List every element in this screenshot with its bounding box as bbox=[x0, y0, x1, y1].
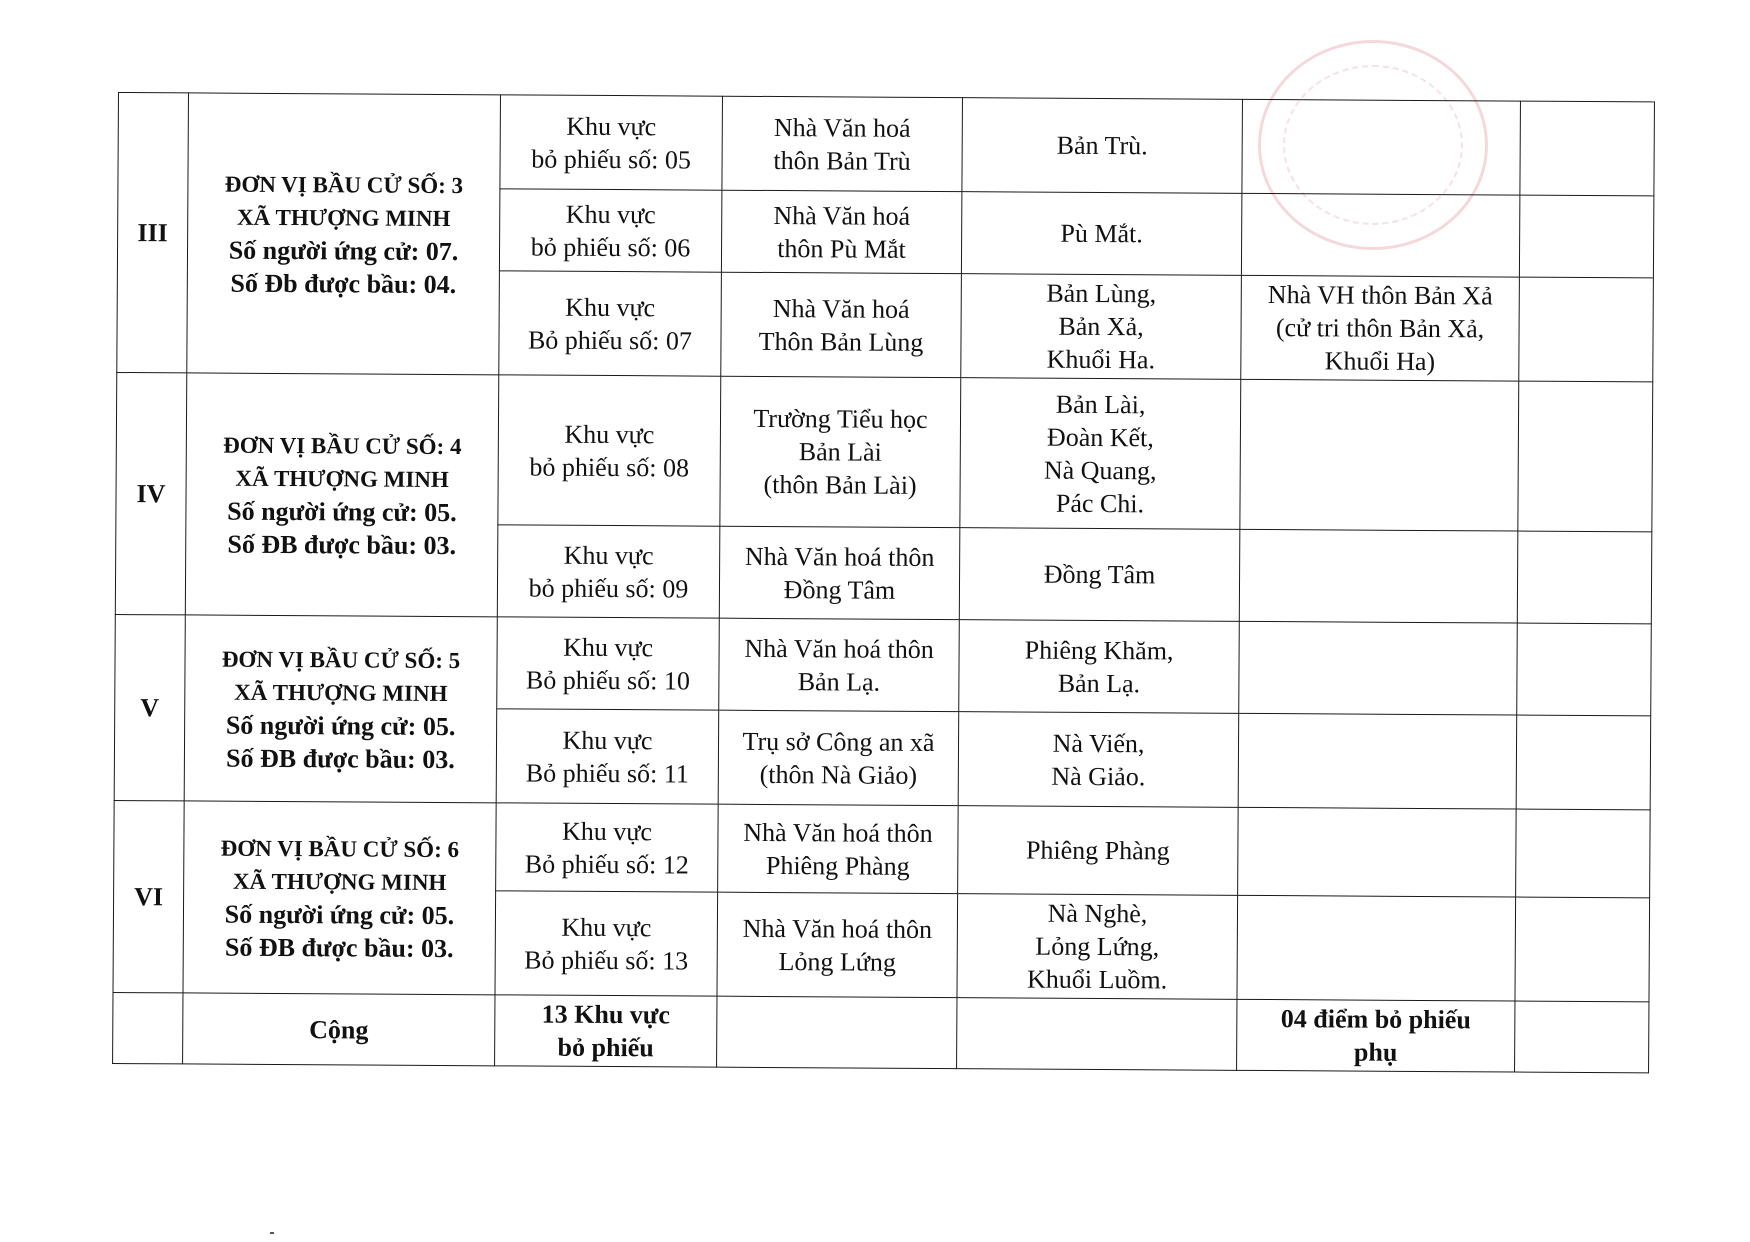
group-number: VI bbox=[113, 800, 184, 992]
sub-polling-point bbox=[1240, 379, 1519, 531]
polling-area-number-line: Khu vực bbox=[565, 292, 656, 322]
electoral-unit-info bbox=[185, 373, 498, 617]
polling-area-number bbox=[499, 271, 722, 376]
total-label: Cộng bbox=[183, 993, 495, 1066]
polling-area-number bbox=[496, 803, 719, 892]
villages-list bbox=[960, 378, 1241, 530]
polling-area-number-line: Bỏ phiếu số: 13 bbox=[524, 944, 689, 975]
villages-list bbox=[961, 192, 1241, 276]
villages-list bbox=[959, 528, 1240, 622]
group-number: V bbox=[114, 614, 185, 800]
sub-polling-point bbox=[1242, 99, 1521, 195]
polling-location bbox=[721, 272, 962, 377]
polling-area-number bbox=[497, 525, 720, 618]
unit-name: ĐƠN VỊ BẦU CỬ SỐ: 5 bbox=[221, 646, 461, 673]
villages-list bbox=[958, 712, 1239, 808]
notes-cell bbox=[1517, 531, 1652, 624]
villages-list-line: Bản Lài, bbox=[1055, 389, 1146, 419]
polling-location bbox=[718, 804, 959, 893]
notes-cell bbox=[1519, 277, 1654, 382]
polling-area-number-line: Khu vực bbox=[561, 912, 652, 942]
villages-list bbox=[962, 98, 1243, 194]
notes-cell bbox=[1519, 195, 1653, 278]
notes-cell bbox=[1517, 623, 1652, 716]
electoral-unit-info bbox=[187, 93, 501, 375]
polling-area-number-line: Khu vực bbox=[563, 540, 654, 570]
polling-area-number-line: bỏ phiếu số: 09 bbox=[528, 573, 689, 603]
notes-cell bbox=[1520, 101, 1655, 196]
total-areas-line: 13 Khu vực bbox=[541, 999, 671, 1030]
total-sub-points bbox=[1237, 999, 1515, 1072]
polling-area-number-line: bỏ phiếu số: 05 bbox=[531, 144, 691, 175]
polling-area-number-line: Khu vực bbox=[563, 632, 654, 662]
sub-polling-point bbox=[1241, 193, 1519, 277]
villages-list-line: Đoàn Kết, bbox=[1046, 422, 1154, 452]
polling-location-line: Bản Lài bbox=[798, 437, 882, 467]
polling-area-number-line: bỏ phiếu số: 08 bbox=[529, 452, 690, 482]
polling-area-number-line: Bỏ phiếu số: 10 bbox=[525, 665, 690, 696]
electoral-unit-info bbox=[184, 615, 497, 803]
polling-area-number-line: bỏ phiếu số: 06 bbox=[530, 232, 691, 262]
sub-polling-point-line: Khuổi Ha) bbox=[1324, 346, 1436, 377]
sub-polling-point-line: Nhà VH thôn Bản Xả bbox=[1267, 280, 1493, 311]
polling-location-line: Nhà Văn hoá bbox=[772, 293, 910, 324]
unit-commune: XÃ THƯỢNG MINH bbox=[232, 868, 447, 895]
polling-location-line: Nhà Văn hoá thôn bbox=[743, 817, 933, 848]
unit-elected: Số ĐB được bầu: 03. bbox=[226, 743, 455, 774]
scan-mark bbox=[270, 1232, 274, 1234]
notes-cell bbox=[1518, 381, 1653, 532]
polling-location bbox=[717, 892, 958, 997]
sub-polling-point bbox=[1239, 621, 1518, 715]
villages-list bbox=[958, 806, 1239, 896]
polling-area-number-line: Bỏ phiếu số: 12 bbox=[524, 848, 689, 880]
total-row bbox=[113, 992, 1649, 1072]
polling-area-number-line: Khu vực bbox=[566, 111, 657, 141]
unit-name: ĐƠN VỊ BẦU CỬ SỐ: 3 bbox=[224, 171, 464, 198]
villages-list-line: Nà Giảo. bbox=[1051, 761, 1146, 791]
unit-candidates: Số người ứng cử: 07. bbox=[228, 235, 459, 266]
notes-cell bbox=[1516, 715, 1651, 810]
polling-location bbox=[720, 376, 961, 527]
total-areas bbox=[495, 995, 717, 1067]
villages-list-line: Đồng Tâm bbox=[1043, 559, 1156, 590]
notes-cell bbox=[1515, 897, 1650, 1002]
polling-area-number bbox=[497, 617, 720, 710]
villages-list-line: Lỏng Lứng, bbox=[1035, 931, 1160, 962]
villages-list-line: Phiêng Khăm, bbox=[1024, 635, 1174, 665]
unit-commune: XÃ THƯỢNG MINH bbox=[236, 204, 451, 231]
villages-list-line: Bản Lạ. bbox=[1057, 668, 1141, 698]
unit-candidates: Số người ứng cử: 05. bbox=[224, 899, 455, 930]
unit-elected: Số ĐB được bầu: 03. bbox=[227, 529, 457, 560]
polling-location-line: (thôn Bản Lài) bbox=[763, 469, 917, 500]
unit-candidates: Số người ứng cử: 05. bbox=[227, 496, 457, 527]
villages-list-line: Pù Mắt. bbox=[1060, 218, 1143, 249]
polling-area-number bbox=[498, 375, 721, 526]
villages-list-line: Khuổi Luồm. bbox=[1026, 964, 1168, 995]
villages-list-line: Pác Chi. bbox=[1055, 488, 1145, 518]
villages-list-line: Nà Viến, bbox=[1052, 728, 1145, 758]
sub-polling-point bbox=[1238, 713, 1517, 809]
polling-location-line: thôn Bản Trù bbox=[773, 145, 911, 176]
polling-areas-table bbox=[112, 92, 1655, 1073]
unit-name: ĐƠN VỊ BẦU CỬ SỐ: 6 bbox=[220, 835, 460, 862]
polling-area-number-line: Bỏ phiếu số: 07 bbox=[527, 325, 693, 356]
polling-location-line: Nhà Văn hoá bbox=[773, 112, 911, 143]
polling-area-number bbox=[499, 189, 721, 272]
unit-elected: Số ĐB được bầu: 03. bbox=[224, 932, 454, 963]
table-row bbox=[118, 93, 1655, 196]
polling-location-line: Phiêng Phàng bbox=[765, 850, 910, 881]
unit-name: ĐƠN VỊ BẦU CỬ SỐ: 4 bbox=[223, 432, 462, 459]
polling-location-line: Nhà Văn hoá thôn bbox=[742, 913, 933, 944]
polling-location-line: Bản Lạ. bbox=[797, 666, 881, 697]
empty-cell bbox=[717, 996, 957, 1068]
polling-location-line: (thôn Nà Giảo) bbox=[759, 759, 918, 790]
empty-cell bbox=[957, 998, 1237, 1071]
polling-area-number bbox=[500, 95, 723, 190]
group-number: IV bbox=[115, 372, 186, 614]
group-number: III bbox=[117, 93, 189, 373]
table-row bbox=[114, 800, 1651, 897]
total-sub-points-line: phụ bbox=[1353, 1037, 1398, 1067]
polling-location-line: Thôn Bản Lùng bbox=[758, 326, 924, 357]
empty-cell bbox=[113, 992, 183, 1063]
polling-location bbox=[719, 526, 960, 619]
polling-location-line: Đồng Tâm bbox=[783, 574, 896, 605]
villages-list bbox=[959, 620, 1240, 714]
polling-area-number bbox=[495, 891, 718, 996]
polling-area-number-line: Bỏ phiếu số: 11 bbox=[525, 758, 689, 788]
unit-commune: XÃ THƯỢNG MINH bbox=[234, 679, 448, 706]
notes-cell bbox=[1516, 809, 1651, 898]
polling-location-line: Lỏng Lứng bbox=[778, 946, 896, 977]
polling-location bbox=[719, 618, 960, 711]
electoral-unit-info bbox=[183, 801, 496, 995]
sub-polling-point bbox=[1239, 529, 1518, 623]
polling-area-number-line: Khu vực bbox=[564, 419, 655, 449]
polling-location-line: Nhà Văn hoá thôn bbox=[744, 541, 935, 572]
table-row bbox=[115, 614, 1652, 715]
polling-area-number bbox=[496, 709, 719, 804]
sub-polling-point bbox=[1241, 275, 1520, 381]
empty-cell bbox=[1515, 1001, 1649, 1073]
polling-location-line: Trường Tiểu học bbox=[753, 403, 928, 434]
villages-list-line: Nà Quang, bbox=[1043, 455, 1157, 485]
polling-location-line: Trụ sở Công an xã bbox=[742, 726, 935, 757]
polling-location-line: Nhà Văn hoá thôn bbox=[744, 633, 934, 664]
unit-candidates: Số người ứng cử: 05. bbox=[225, 710, 456, 741]
sub-polling-point-line: (cử tri thôn Bản Xả, bbox=[1275, 313, 1485, 344]
total-sub-points-line: 04 điểm bỏ phiếu bbox=[1280, 1004, 1471, 1035]
villages-list-line: Bản Xả, bbox=[1058, 311, 1144, 342]
polling-location-line: thôn Pù Mắt bbox=[777, 233, 906, 264]
polling-area-number-line: Khu vực bbox=[561, 816, 653, 846]
polling-area-number-line: Khu vực bbox=[562, 725, 653, 755]
polling-location bbox=[721, 190, 961, 273]
villages-list-line: Nà Nghè, bbox=[1047, 898, 1148, 929]
villages-list-line: Khuổi Ha. bbox=[1046, 344, 1156, 375]
sub-polling-point bbox=[1238, 807, 1517, 897]
sub-polling-point bbox=[1237, 895, 1516, 1001]
polling-location bbox=[722, 96, 963, 191]
villages-list-line: Phiêng Phàng bbox=[1025, 835, 1170, 866]
polling-area-number-line: Khu vực bbox=[565, 199, 656, 229]
villages-list bbox=[961, 274, 1242, 380]
table-row bbox=[116, 372, 1653, 531]
unit-commune: XÃ THƯỢNG MINH bbox=[235, 465, 449, 492]
unit-elected: Số Đb được bầu: 04. bbox=[230, 268, 457, 299]
villages-list bbox=[957, 894, 1238, 1000]
polling-location bbox=[718, 710, 959, 805]
villages-list-line: Bản Trù. bbox=[1056, 130, 1148, 161]
villages-list-line: Bản Lùng, bbox=[1046, 278, 1157, 309]
total-areas-line: bỏ phiếu bbox=[557, 1032, 654, 1063]
polling-location-line: Nhà Văn hoá bbox=[773, 200, 911, 231]
